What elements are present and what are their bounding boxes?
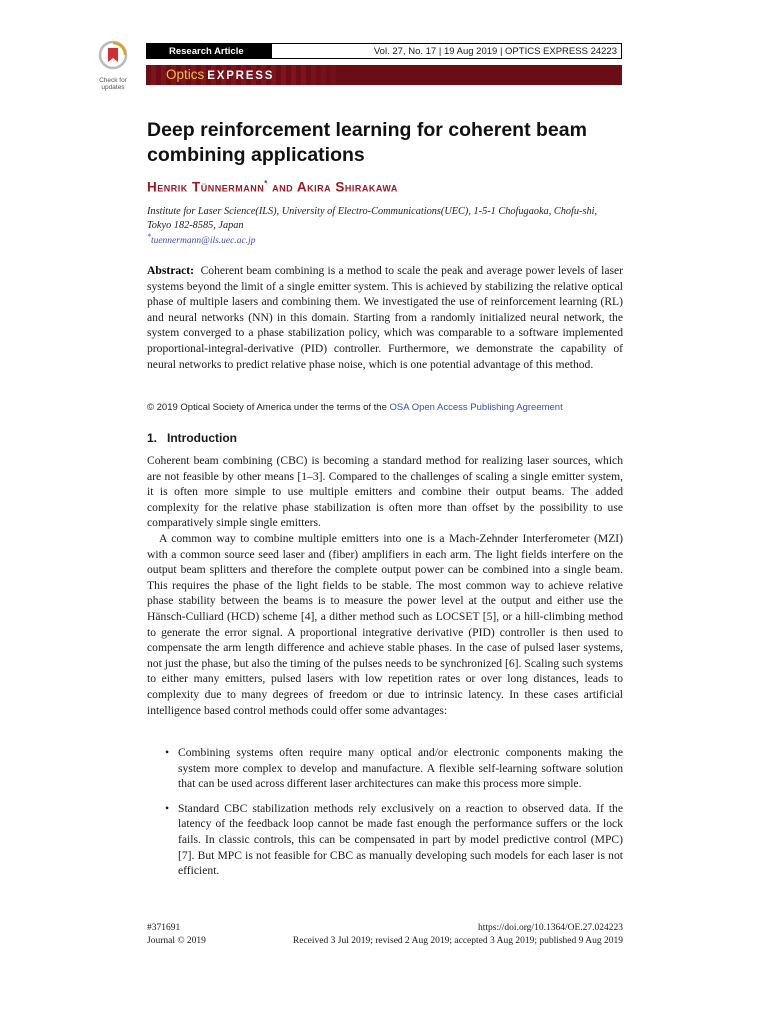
section-heading: 1. Introduction [147,431,237,445]
check-for-updates-label: Check for updates [99,77,127,91]
check-for-updates-badge[interactable] [92,40,134,91]
corresponding-email[interactable]: *tuennermann@ils.uec.ac.jp [147,232,256,247]
section-body [147,453,623,718]
doi-link[interactable]: https://doi.org/10.1364/OE.27.024223 [478,923,623,933]
copyright-notice: © 2019 Optical Society of America under the terms of the OSA Open Access Publishing Agreement [147,402,563,413]
footer-left [147,922,206,947]
article-title: Deep reinforcement learning for coherent beam combining applications [147,119,587,166]
paragraph: A common way to combine multiple emitters into one is a Mach-Zehnder Interferometer (MZI) with a common source seed laser and (fiber) amplifiers in each arm. The light fields interfere on the output beam splitters and therefore the complete output power can be combined into a single beam. This requires the phase of the light fields to be stable. The most common way to achieve relative phase stability between the beams is to measure the power level at the output and either use the Hänsch-Culliard (HCD) scheme [4], a dither method such as LOCSET [5], or a hill-climbing method to generate the error signal. A proportional integrative derivative (PID) controller is then used to compensate the arm length difference and achieve stable phases. In the case of pulsed laser systems, not just the phase, but also the timing of the pulses needs to be synchronized [6]. Scaling such systems to either many emitters, pulsed lasers with low repetition rates or over long distances, leads to complexity due to many degrees of freedom or due to intrinsic latency. In these cases artificial intelligence based control methods could offer some advantages: [147,531,623,717]
check-for-updates-icon [98,40,128,70]
journal-logo: Optics EXPRESS [166,67,275,82]
article-id: #371691 [147,923,181,933]
citation-info: Vol. 27, No. 17 | 19 Aug 2019 | OPTICS EXPRESS 24223 [373,45,617,57]
article-header [146,43,622,59]
abstract-text: Coherent beam combining is a method to scale the peak and average power levels of laser systems beyond the limit of a single emitter system. This is achieved by stabilizing the relative optical phase of multiple lasers and combining them. We investigated the use of reinforcement learning (RL) and neural networks (NN) in this domain. Starting from a randomly initialized neural network, the system converged to a phase stabilization policy, which was comparable to a software implemented proportional-integral-derivative (PID) controller. Furthermore, we demonstrate the capability of neural networks to predict relative phase noise, which is one potential advantage of this method. [147,264,624,371]
author-list: Henrik Tünnermann* and Akira Shirakawa [147,179,398,195]
abstract [147,263,623,372]
journal-copyright: Journal © 2019 [147,935,206,946]
bullet-icon: • [165,746,170,759]
abstract-label: Abstract: [147,264,195,277]
publication-dates: Received 3 Jul 2019; revised 2 Aug 2019; accepted 3 Aug 2019; published 9 Aug 2019 [292,935,623,946]
footer-right [293,922,623,947]
advantages-list [165,745,623,888]
list-item: • Combining systems often require many optical and/or electronic components making the system more complex to develop and manufacture. A flexible self-learning software solution that can be used across different laser architectures can make this process more simple. [165,746,623,791]
license-link[interactable]: OSA Open Access Publishing Agreement [389,402,563,413]
list-item: • Standard CBC stabilization methods rely exclusively on a reaction to observed data. If the latency of the feedback loop cannot be made fast enough the performance suffers or the lock fails. In classic controls, this can be compensated in part by model predictive control (MPC) [7]. But MPC is not feasible for CBC as manually developing such models for each laser is not efficient. [165,801,623,878]
journal-banner [146,65,622,85]
affiliation: Institute for Laser Science(ILS), University of Electro-Communications(UEC), 1-5-1 Chofugaoka, Chofu-shi, Tokyo 182-8585, Japan [147,206,598,231]
bullet-icon: • [165,801,170,815]
article-type-tag: Research Article [147,44,272,58]
paragraph: Coherent beam combining (CBC) is becoming a standard method for realizing laser sources, which are not feasible by other means [1–3]. Compared to the challenges of scaling a single emitter system, it is often more simple to use multiple emitters and combine their output beams. The added complexity for the relative phase stabilization is often more than offset by the possibility to use comparatively simple single emitters. [147,454,623,530]
